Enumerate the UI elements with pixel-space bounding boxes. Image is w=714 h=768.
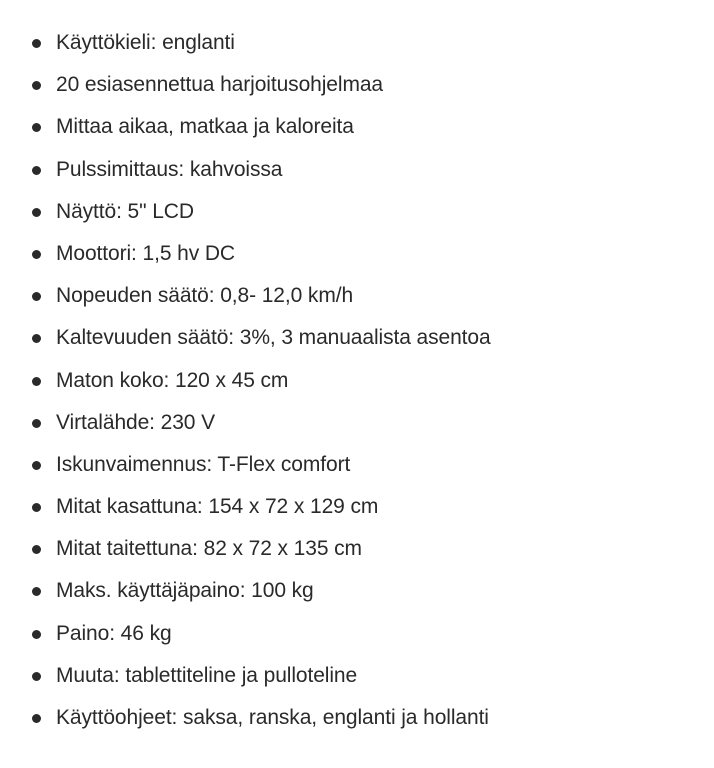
bullet-icon [32,123,41,132]
spec-text: Mitat kasattuna: 154 x 72 x 129 cm [56,495,379,519]
bullet-icon [32,545,41,554]
spec-item-weight [0,613,714,655]
spec-text: Mittaa aikaa, matkaa ja kaloreita [56,115,354,139]
spec-text: Mitat taitettuna: 82 x 72 x 135 cm [56,537,362,561]
bullet-icon [32,334,41,343]
spec-item-dimensions-assembled [0,486,714,528]
spec-item-display [0,191,714,233]
spec-text: Maks. käyttäjäpaino: 100 kg [56,579,314,603]
bullet-icon [32,166,41,175]
spec-item-power [0,402,714,444]
spec-text: 20 esiasennettua harjoitusohjelmaa [56,73,383,97]
spec-text: Käyttöohjeet: saksa, ranska, englanti ja hollanti [56,706,489,729]
bullet-icon [32,672,41,681]
spec-text: Iskunvaimennus: T-Flex comfort [56,452,351,476]
spec-item-measures [0,106,714,148]
spec-text: Kaltevuuden säätö: 3%, 3 manuaalista asentoa [56,326,491,350]
spec-text: Pulssimittaus: kahvoissa [56,157,283,181]
bullet-icon [32,208,41,217]
spec-text: Muuta: tablettiteline ja pulloteline [56,663,358,687]
spec-item-speed [0,275,714,317]
spec-item-dimensions-folded [0,528,714,570]
spec-text: Maton koko: 120 x 45 cm [56,368,289,392]
spec-item-language [0,22,714,64]
spec-item-incline [0,317,714,359]
spec-text: Virtalähde: 230 V [56,410,216,434]
spec-text: Nopeuden säätö: 0,8- 12,0 km/h [56,284,354,308]
spec-item-manuals [0,697,714,739]
spec-text: Käyttökieli: englanti [56,31,235,54]
bullet-icon [32,419,41,428]
bullet-icon [32,292,41,301]
bullet-icon [32,39,41,48]
bullet-icon [32,461,41,470]
spec-item-cushioning [0,444,714,486]
spec-item-max-user-weight [0,570,714,612]
bullet-icon [32,714,41,723]
bullet-icon [32,630,41,639]
bullet-icon [32,81,41,90]
spec-item-other [0,655,714,697]
spec-item-mat-size [0,360,714,402]
bullet-icon [32,587,41,596]
spec-item-motor [0,233,714,275]
bullet-icon [32,250,41,259]
spec-item-programs [0,64,714,106]
spec-text: Näyttö: 5" LCD [56,199,194,223]
bullet-icon [32,503,41,512]
bullet-icon [32,377,41,386]
spec-text: Moottori: 1,5 hv DC [56,241,235,265]
spec-text: Paino: 46 kg [56,621,172,645]
spec-item-pulse [0,149,714,191]
